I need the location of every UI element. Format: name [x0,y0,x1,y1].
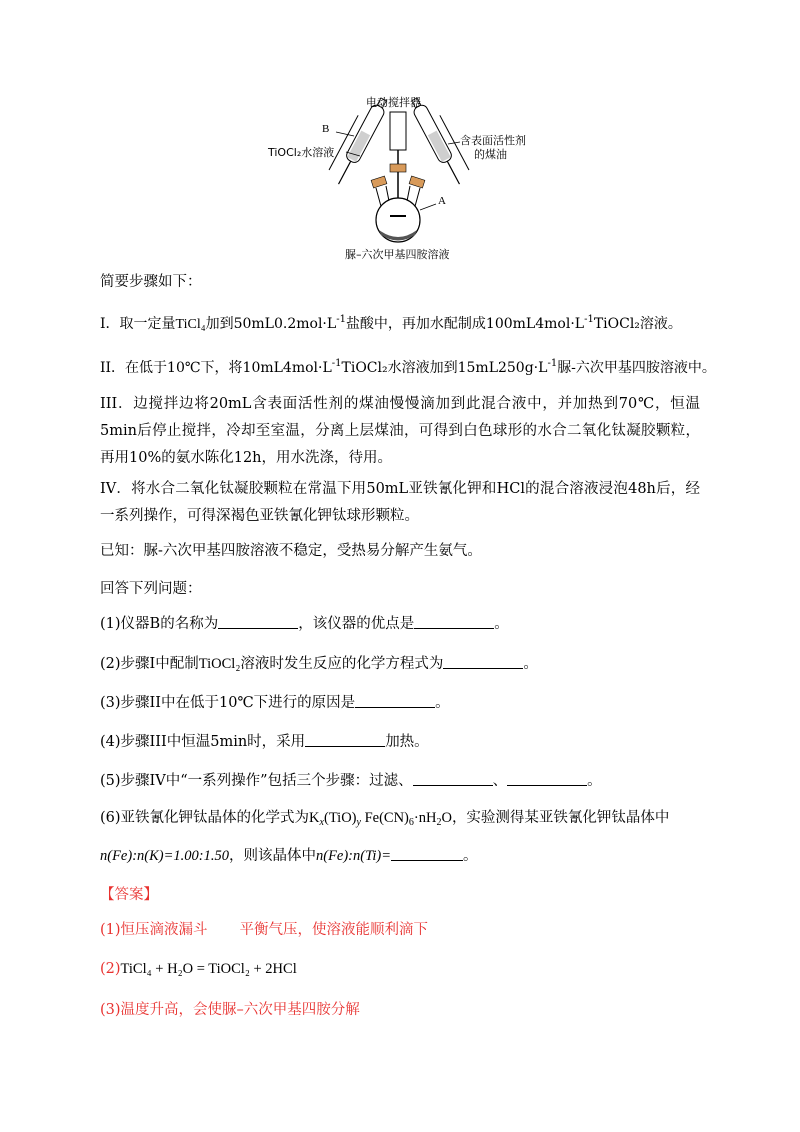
question-4-text: (4)步骤III中恒温5min时，采用 [100,734,306,750]
step-2-sup: -1 [547,358,558,369]
question-3 [100,693,450,713]
question-3-text: (3)步骤II中在低于10℃下进行的原因是 [100,695,356,711]
question-2-text: 溶液时发生反应的化学方程式为 [240,656,444,672]
ratio-fe-k: n(Fe):n(K)=1.00:1.50 [100,848,229,864]
question-2-chem: TiOCl₂ [198,656,241,672]
answer-blank [355,693,435,708]
answer-blank [218,614,298,629]
question-2-text: 。 [523,656,538,672]
step-1-part: TiOCl₂溶液。 [593,316,682,332]
label-B: B [322,123,330,135]
question-2 [100,654,538,674]
question-1-text: ，该仪器的优点是 [298,616,415,632]
intro-text: 简要步骤如下： [100,274,202,290]
formula-sub-2: 2 [436,817,442,828]
question-1-text: (1)仪器B的名称为 [100,616,219,632]
answer-2-number: (2) [100,961,121,977]
question-6-text: 。 [463,848,478,864]
step-1-sup: -1 [336,314,346,325]
left-stopper [371,176,387,188]
question-5-text: 、 [492,773,508,789]
step-1-part: 加到50mL0.2mol·L [205,316,337,332]
apparatus-diagram [250,92,560,262]
step-1 [100,310,682,335]
answer-blank [413,771,493,786]
answer-blank [443,654,523,669]
answer-2-equation: TiCl₄ + H₂O = TiOCl₂ + 2HCl [120,961,297,977]
answer-3: (3)温度升高，会使脲–六次甲基四胺分解 [100,1002,360,1018]
leader-A [420,204,436,210]
label-oil-line1: 含表面活性剂 [460,134,526,147]
label-A: A [438,195,446,207]
step-2 [100,354,716,378]
answer-1-advantage: 平衡气压，使溶液能顺利滴下 [239,922,429,938]
question-2-text: (2)步骤I中配制 [100,656,199,672]
label-stirrer: 电动搅拌器 [366,96,421,109]
formula-sub-y: y [356,817,361,828]
figure-caption: 脲–六次甲基四胺溶液 [345,248,450,261]
step-3: III．边搅拌边将20mL含表面活性剂的煤油慢慢滴加到此混合液中，并加热到70℃，恒温5min后停止搅拌，冷却至室温，分离上层煤油，可得到白色球形的水合二氧化钛凝胶颗粒，再用10%的氨水陈化12h，用水洗涤，待用。 [100,396,700,466]
question-1-text: 。 [494,616,509,632]
question-4-text: 加热。 [385,734,429,750]
formula-sub-6: 6 [408,817,414,828]
step-2-part: II．在低于10℃下，将10mL4mol·L [100,360,332,376]
formula-k: K [309,810,320,826]
question-3-text: 。 [435,695,450,711]
formula-tio: (TiO) [323,810,357,826]
known-note: 已知：脲-六次甲基四胺溶液不稳定，受热易分解产生氨气。 [100,543,482,559]
formula-o: O [441,810,452,826]
answer-blank [507,771,587,786]
step-2-part: 脲-六次甲基四胺溶液中。 [557,360,716,376]
question-4 [100,732,429,752]
crystal-formula [309,810,452,826]
ratio-fe-ti: n(Fe):n(Ti)= [315,848,391,864]
question-6 [100,808,669,833]
stirrer-motor [390,112,406,150]
step-2-sup: -1 [331,358,342,369]
formula-fe: Fe(CN) [364,810,409,826]
questions-header: 回答下列问题： [100,581,202,597]
step-1-chem: TiCl₄ [175,317,206,332]
question-6-text: ，实验测得某亚铁氰化钾钛晶体中 [451,810,670,826]
answer-blank [414,614,494,629]
label-tiocl2-solution: TiOCl₂水溶液 [268,146,335,159]
question-6-line2 [100,846,478,866]
question-5 [100,771,602,791]
question-1 [100,614,509,634]
question-6-text: ，则该晶体中 [228,848,316,864]
step-1-sup: -1 [584,314,594,325]
answer-blank [305,732,385,747]
answer-2 [100,959,297,979]
right-stopper [409,176,425,188]
question-5-text: 。 [587,773,602,789]
step-4: IV．将水合二氧化钛凝胶颗粒在常温下用50mL亚铁氰化钾和HCl的混合溶液浸泡48h后，经一系列操作，可得深褐色亚铁氰化钾钛球形颗粒。 [100,481,700,524]
middle-stopper [390,164,406,172]
formula-nh: ·nH [413,810,437,826]
answer-1-name: (1)恒压滴液漏斗 [100,922,208,938]
answer-1 [100,920,428,940]
formula-sub-x: x [319,817,324,828]
step-1-part: I．取一定量 [100,316,176,332]
answer-blank [391,846,463,861]
question-6-text: (6)亚铁氰化钾钛晶体的化学式为 [100,810,310,826]
apparatus-figure [250,92,560,262]
leader-B [336,132,354,136]
step-2-part: TiOCl₂水溶液加到15mL250g·L [341,360,548,376]
answer-header: 【答案】 [100,887,158,903]
label-oil-line2: 的煤油 [474,148,507,161]
question-5-text: (5)步骤IV中“一系列操作”包括三个步骤：过滤、 [100,773,413,789]
step-1-part: 盐酸中，再加水配制成100mL4mol·L [345,316,585,332]
